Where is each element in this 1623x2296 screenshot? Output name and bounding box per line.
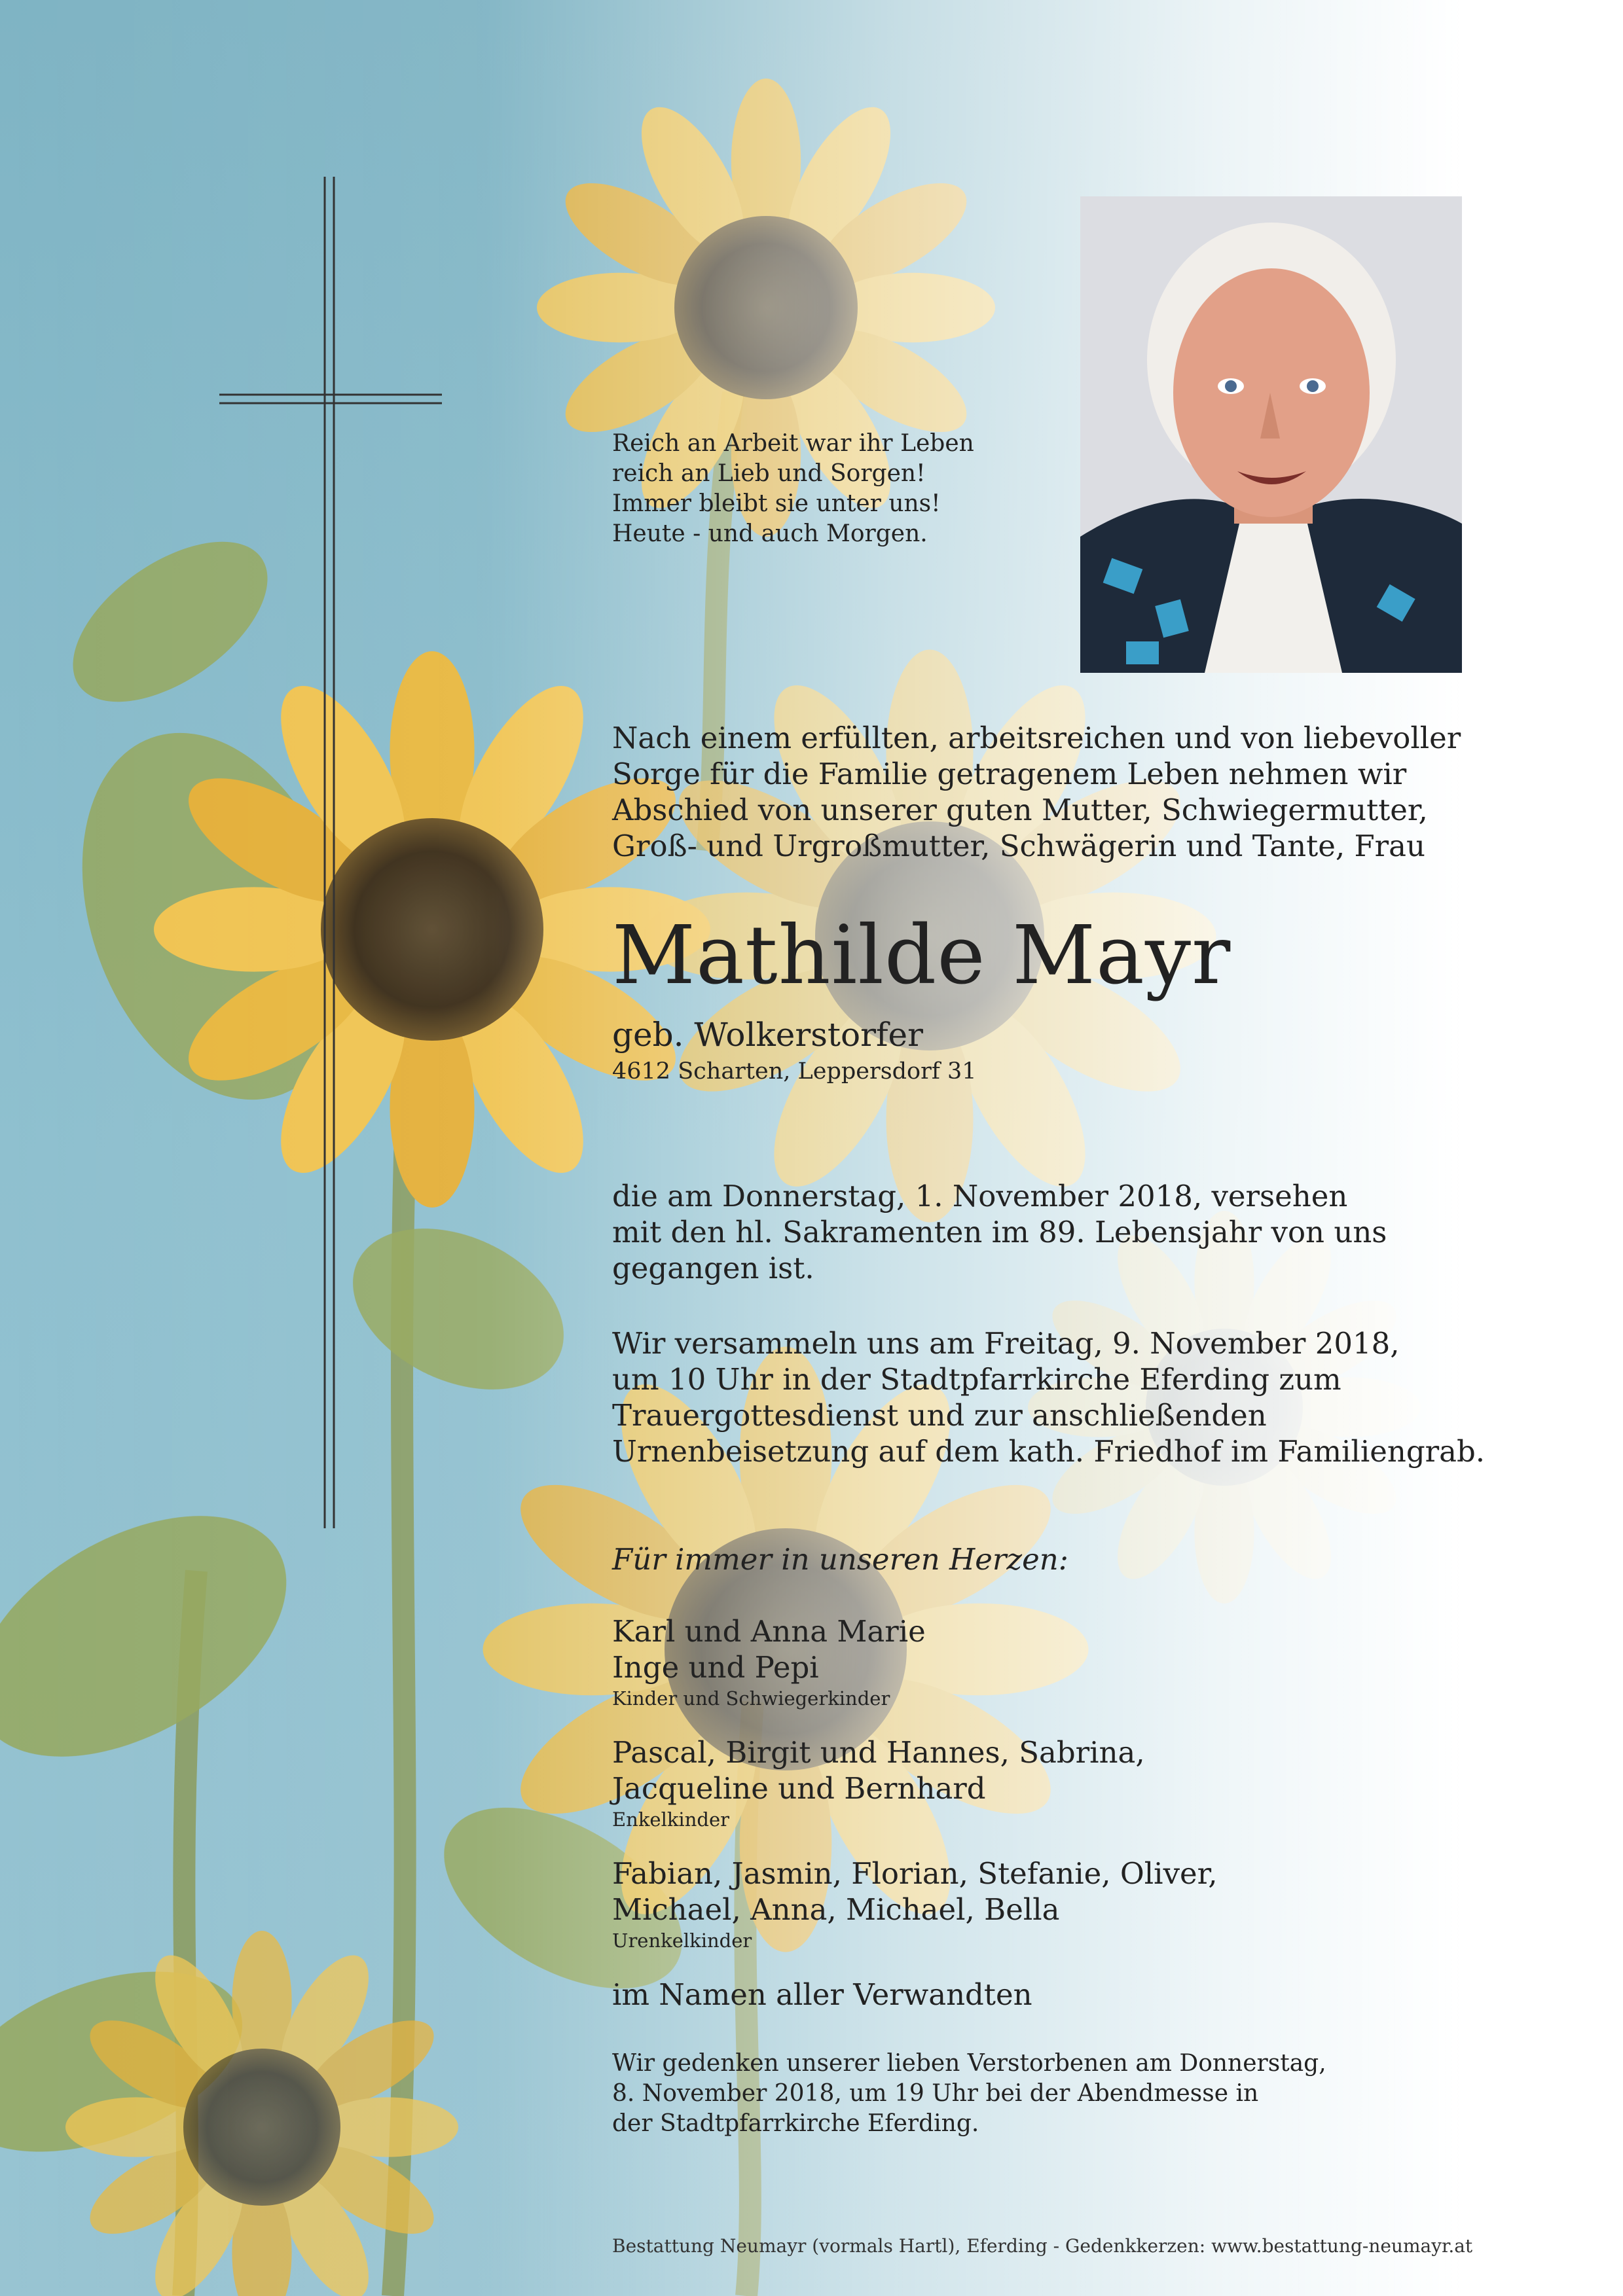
- verse: Reich an Arbeit war ihr Leben reich an Lieb und Sorgen! Immer bleibt sie unter uns! Heute - und auch Morgen.: [612, 430, 974, 547]
- hearts-heading: Für immer in unseren Herzen:: [612, 1542, 1068, 1577]
- address: 4612 Scharten, Leppersdorf 31: [612, 1058, 977, 1085]
- death-notice: die am Donnerstag, 1. November 2018, versehen mit den hl. Sakramenten im 89. Lebensjahr von uns gegangen ist.: [612, 1179, 1387, 1285]
- family-group-great-grandchildren: Fabian, Jasmin, Florian, Stefanie, Oliver, Michael, Anna, Michael, Bella: [612, 1856, 1218, 1927]
- memorial-notice: Wir gedenken unserer lieben Verstorbenen am Donnerstag, 8. November 2018, um 19 Uhr bei der Abendmesse in der Stadtpfarrkirche Eferding.: [612, 2050, 1326, 2137]
- deceased-name: Mathilde Mayr: [612, 908, 1231, 1003]
- relatives-line: im Namen aller Verwandten: [612, 1977, 1032, 2012]
- portrait-photo: [1080, 196, 1462, 673]
- maiden-name: geb. Wolkerstorfer: [612, 1016, 924, 1054]
- intro-text: Nach einem erfüllten, arbeitsreichen und von liebevoller Sorge für die Familie getragenem Leben nehmen wir Abschied von unserer guten Mutter, Schwiegermutter, Groß- und Urgroßmutter, Schwägerin und Tante, Frau: [612, 721, 1461, 863]
- funeral-notice: Wir versammeln uns am Freitag, 9. November 2018, um 10 Uhr in der Stadtpfarrkirche Eferding zum Trauergottesdienst und zur anschließenden Urnenbeisetzung auf dem kath. Friedhof im Familiengrab.: [612, 1326, 1486, 1469]
- family-group-grandchildren: Pascal, Birgit und Hannes, Sabrina, Jacqueline und Bernhard: [612, 1735, 1145, 1806]
- family-group-children: Karl und Anna Marie Inge und Pepi: [612, 1614, 926, 1685]
- footer-credit: Bestattung Neumayr (vormals Hartl), Eferding - Gedenkkerzen: www.bestattung-neumayr.at: [612, 2235, 1473, 2257]
- family-relation-label: Kinder und Schwiegerkinder: [612, 1687, 890, 1710]
- family-relation-label: Urenkelkinder: [612, 1929, 752, 1952]
- family-relation-label: Enkelkinder: [612, 1808, 729, 1831]
